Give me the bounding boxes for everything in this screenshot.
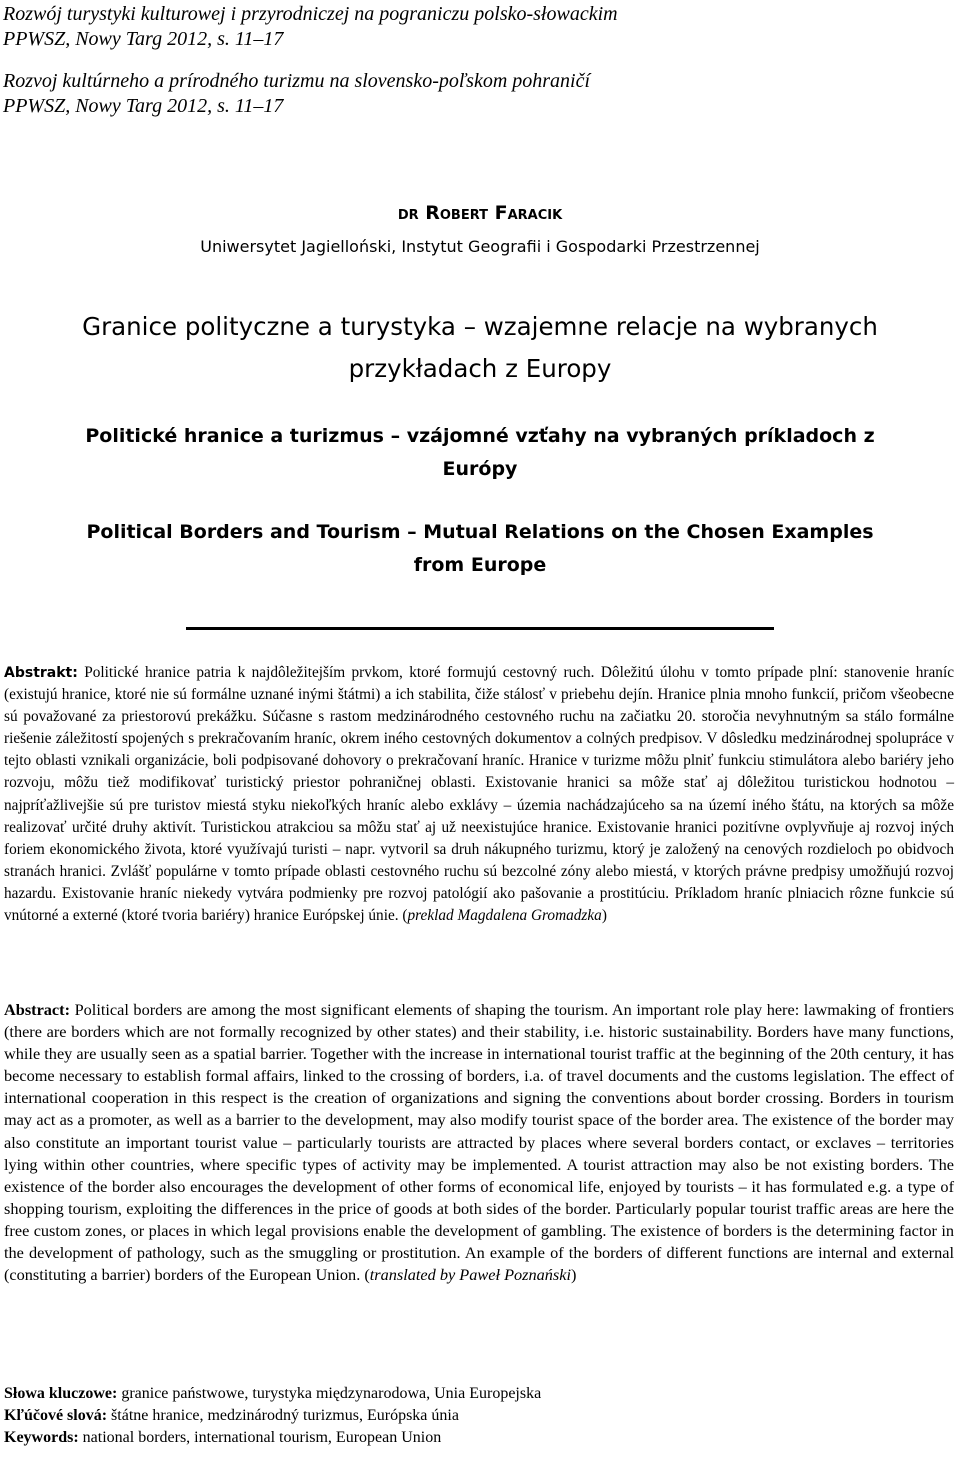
abstract-slovak-credit-open: ( (398, 907, 408, 925)
publication-header (3, 2, 953, 119)
header-sk-title: Rozvoj kultúrneho a prírodného turizmu na slovensko-poľskom pohraničí (3, 70, 591, 92)
keywords-english-text: national borders, international tourism, European Union (82, 1429, 442, 1446)
abstract-english-credit: translated by Paweł Poznański (369, 1265, 571, 1285)
title-slovak: Politické hranice a turizmus – vzájomné vzťahy na vybraných príkladoch z Európy (85, 425, 875, 480)
title-divider (186, 627, 774, 630)
abstract-slovak-text: Politické hranice patria k najdôležitejším prvkom, ktoré formujú cestovný ruch. Dôležitú úlohu v tomto prípade plní: stanovenie hraníc (existujú hranice, ktoré nie sú formálne uznané inými štátmi) a ich stabilita, čiže stálosť v priebehu dejín. Hranice plnia mnoho funkcií, pričom všeobecne sú považované za priestorovú prekážku. Súčasne s rastom medzinárodného cestovného ruchu na začiatku 20. storočia nevyhnutným sa stálo formálne riešenie záležitostí spojených s prekračovaním hraníc, okrem iného cestovných dokumentov a colných predpisov. V dôsledku medzinárodnej spolupráce v tejto oblasti vznikali organizácie, boli podpisované dohovory o prekračovaní hraníc. Hranice v turizme môžu plniť funkciu stimulátora alebo bariéry jeho rozvoju, môžu tiež modifikovať turistický priestor pohraničnej oblasti. Existovanie hranici sa môže stať aj dôležitou turistickou hodnotou – najpríťažlivejšie sú pre turistov miestá styku niekoľkých hraníc alebo exklávy – územia nachádzajúceho sa na území iného štátu, na ktorých sa môže realizovať určité druhy aktivít. Turistickou atrakciou sa môžu stať aj už neexistujúce hranice. Existovanie hranici pozitívne ovplyvňuje aj rozvoj iných foriem ekonomického života, ktoré využívajú turisti – napr. vytvoril sa druh nákupného turizmu, ktorý je založený na cenových rozdieloch po obidvoch stranách hranici. Zvlášť populárne v tomto prípade oblasti cestovného ruchu sú bezcolné zóny alebo miestá, v ktorých právne predpisy umožňujú rozvoj hazardu. Existovanie hraníc niekedy vytvára podmienky pre rozvoj patológií ako pašovanie a prostitúciu. Príkladom hraníc plniacich rôzne funkcie sú vnútorné a externé (ktoré tvoria bariéry) hranice Európskej únie. (4, 664, 954, 925)
header-sk-source: PPWSZ, Nowy Targ 2012, s. 11–17 (3, 95, 284, 117)
author-affiliation: Uniwersytet Jagielloński, Instytut Geografii i Gospodarki Przestrzennej (200, 237, 760, 256)
abstract-english-text: Political borders are among the most significant elements of shaping the tourism. An important role play here: lawmaking of frontiers (there are borders which are not formally recognized by other states) and their stability, i.e. historic sustainability. Borders have many functions, while they are usually seen as a spatial barrier. Together with the increase in international tourist traffic at the beginning of the 20th century, it has become necessary to establish formal affairs, linked to the crossing of borders, i.a. of travel documents and the customs legislation. The effect of international cooperation in this respect is the creation of organizations and signing the conventions about border crossing. Borders in tourism may act as a promoter, as well as a barrier to the development, may also modify tourist space of the border area. The existence of the border may also constitute an important tourist value – particularly tourists are attracted by places where several borders contact, or exclaves – territories lying within other countries, where specific types of activity may be implemented. A tourist attraction may also be not existing borders. The existence of the border also encourages the development of other forms of economical life, enjoyed by tourists – it has formulated e.g. a type of shopping tourism, exploiting the differences in the price of goods at both sides of the border. Particularly popular tourist traffic areas are here the free custom zones, or places in which legal provisions enable the development of gambling. The existence of borders is the determining factor in the development of pathology, such as the smuggling or prostitution. An example of the borders of different functions are internal and external (constituting a barrier) borders of the European Union. (4, 1000, 954, 1285)
keywords-polish-text: granice państwowe, turystyka międzynarodowa, Unia Europejska (121, 1385, 542, 1402)
keywords-english-label: Keywords: (4, 1429, 79, 1446)
abstract-slovak-credit-close: ) (601, 907, 607, 925)
header-pl-title: Rozwój turystyki kulturowej i przyrodniczej na pograniczu polsko-słowackim (3, 3, 618, 25)
keywords-polish-label: Słowa kluczowe: (4, 1385, 118, 1402)
keywords-slovak-text: štátne hranice, medzinárodný turizmus, Európska únia (111, 1407, 459, 1424)
keywords-slovak (4, 1405, 954, 1427)
abstract-english (4, 999, 954, 1286)
keywords-english (4, 1427, 954, 1449)
title-polish: Granice polityczne a turystyka – wzajemne relacje na wybranych przykładach z Europy (82, 312, 878, 383)
abstract-english-credit-open: ( (360, 1265, 370, 1285)
abstract-english-label: Abstract: (4, 1000, 71, 1019)
abstract-slovak-label: Abstrakt: (4, 665, 78, 681)
keywords-block (4, 1383, 954, 1449)
header-pl-source: PPWSZ, Nowy Targ 2012, s. 11–17 (3, 28, 284, 50)
abstract-slovak (4, 662, 954, 927)
title-english: Political Borders and Tourism – Mutual Relations on the Chosen Examples from Europe (86, 521, 874, 576)
abstract-slovak-credit-name: Magdalena Gromadzka (457, 907, 602, 925)
abstract-english-credit-close: ) (571, 1265, 577, 1285)
keywords-slovak-label: Kľúčové slová: (4, 1407, 108, 1424)
keywords-polish (4, 1383, 954, 1405)
abstract-slovak-credit-prefix: preklad (407, 907, 454, 925)
author-name: dr Robert Faracik (397, 202, 563, 224)
